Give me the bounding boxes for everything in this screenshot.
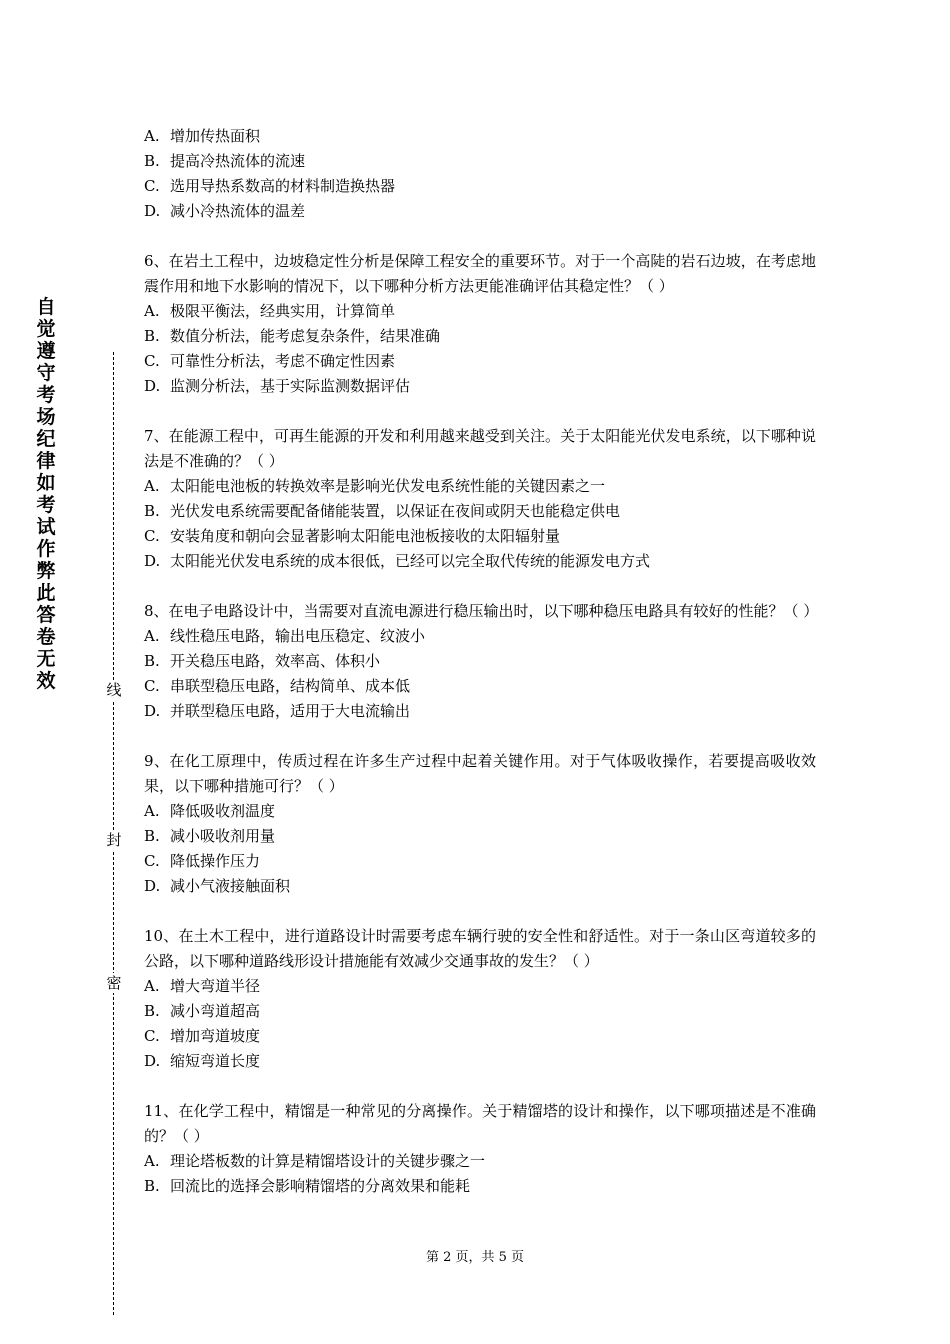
question-7 <box>144 424 816 574</box>
question-stem: 6、在岩土工程中，边坡稳定性分析是保障工程安全的重要环节。对于一个高陡的岩石边坡，在考虑地震作用和地下水影响的情况下，以下哪种分析方法更能准确评估其稳定性？（ ） <box>144 252 816 295</box>
option-d <box>144 1049 816 1074</box>
option-b <box>144 1174 816 1199</box>
option-text: 减小气液接触面积 <box>170 877 291 895</box>
option-c <box>144 1024 816 1049</box>
option-text: 监测分析法，基于实际监测数据评估 <box>170 377 411 395</box>
option-letter: D. <box>144 1052 161 1070</box>
option-d <box>144 199 816 224</box>
option-letter: B. <box>144 1002 160 1020</box>
option-text: 开关稳压电路，效率高、体积小 <box>170 652 381 670</box>
option-text: 减小弯道超高 <box>170 1002 261 1020</box>
option-letter: B. <box>144 652 160 670</box>
question-stem: 10、在土木工程中，进行道路设计时需要考虑车辆行驶的安全性和舒适性。对于一条山区弯道较多的公路，以下哪种道路线形设计措施能有效减少交通事故的发生？（ ） <box>144 927 816 970</box>
page-number: 第 2 页，共 5 页 <box>425 1250 525 1265</box>
question-9 <box>144 749 816 899</box>
option-text: 回流比的选择会影响精馏塔的分离效果和能耗 <box>170 1177 471 1195</box>
option-letter: C. <box>144 352 160 370</box>
option-c <box>144 174 816 199</box>
option-c <box>144 849 816 874</box>
question-stem: 9、在化工原理中，传质过程在许多生产过程中起着关键作用。对于气体吸收操作，若要提高吸收效果，以下哪种措施可行？（ ） <box>144 752 816 795</box>
option-letter: D. <box>144 377 161 395</box>
question-10 <box>144 924 816 1074</box>
option-text: 降低吸收剂温度 <box>170 802 276 820</box>
option-text: 增大弯道半径 <box>170 977 261 995</box>
question-stem: 7、在能源工程中，可再生能源的开发和利用越来越受到关注。关于太阳能光伏发电系统，以下哪种说法是不准确的？（ ） <box>144 427 816 470</box>
option-text: 太阳能光伏发电系统的成本很低，已经可以完全取代传统的能源发电方式 <box>170 552 651 570</box>
option-letter: C. <box>144 677 160 695</box>
option-c <box>144 674 816 699</box>
option-letter: A. <box>144 802 160 820</box>
option-a <box>144 124 816 149</box>
option-c <box>144 524 816 549</box>
option-text: 串联型稳压电路，结构简单、成本低 <box>170 677 411 695</box>
option-letter: D. <box>144 552 161 570</box>
option-letter: C. <box>144 527 160 545</box>
exam-discipline-notice: 自觉遵守考场纪律如考试作弊此答卷无效 <box>36 296 56 692</box>
option-text: 数值分析法，能考虑复杂条件，结果准确 <box>170 327 441 345</box>
option-letter: C. <box>144 1027 160 1045</box>
option-text: 增加传热面积 <box>170 127 261 145</box>
option-b <box>144 649 816 674</box>
option-d <box>144 374 816 399</box>
option-text: 增加弯道坡度 <box>170 1027 261 1045</box>
option-a <box>144 799 816 824</box>
option-b <box>144 324 816 349</box>
binding-label-xian: 线 <box>104 680 124 700</box>
option-text: 光伏发电系统需要配备储能装置，以保证在夜间或阴天也能稳定供电 <box>170 502 621 520</box>
option-letter: C. <box>144 852 160 870</box>
option-text: 降低操作压力 <box>170 852 261 870</box>
option-text: 太阳能电池板的转换效率是影响光伏发电系统性能的关键因素之一 <box>170 477 606 495</box>
option-text: 选用导热系数高的材料制造换热器 <box>170 177 396 195</box>
option-a <box>144 299 816 324</box>
option-letter: B. <box>144 827 160 845</box>
option-letter: B. <box>144 502 160 520</box>
option-letter: A. <box>144 302 160 320</box>
option-text: 减小吸收剂用量 <box>170 827 276 845</box>
option-text: 理论塔板数的计算是精馏塔设计的关键步骤之一 <box>170 1152 486 1170</box>
option-a <box>144 624 816 649</box>
option-letter: B. <box>144 327 160 345</box>
option-a <box>144 474 816 499</box>
carry-over-options <box>144 124 816 224</box>
binding-label-mi: 密 <box>104 973 124 993</box>
option-text: 极限平衡法，经典实用，计算简单 <box>170 302 396 320</box>
question-11 <box>144 1099 816 1199</box>
option-letter: A. <box>144 477 160 495</box>
option-letter: D. <box>144 877 161 895</box>
option-letter: A. <box>144 127 160 145</box>
option-letter: A. <box>144 977 160 995</box>
option-text: 线性稳压电路，输出电压稳定、纹波小 <box>170 627 426 645</box>
option-text: 提高冷热流体的流速 <box>170 152 306 170</box>
option-a <box>144 974 816 999</box>
binding-label-feng: 封 <box>104 830 124 850</box>
option-b <box>144 499 816 524</box>
question-6 <box>144 249 816 399</box>
option-b <box>144 149 816 174</box>
option-d <box>144 549 816 574</box>
option-letter: A. <box>144 1152 160 1170</box>
question-content <box>144 124 819 1224</box>
option-d <box>144 874 816 899</box>
option-letter: B. <box>144 1177 160 1195</box>
option-letter: C. <box>144 177 160 195</box>
option-letter: B. <box>144 152 160 170</box>
option-text: 安装角度和朝向会显著影响太阳能电池板接收的太阳辐射量 <box>170 527 561 545</box>
option-b <box>144 999 816 1024</box>
option-b <box>144 824 816 849</box>
question-stem: 11、在化学工程中，精馏是一种常见的分离操作。关于精馏塔的设计和操作，以下哪项描述是不准确的？（ ） <box>144 1102 816 1145</box>
option-d <box>144 699 816 724</box>
option-text: 可靠性分析法，考虑不确定性因素 <box>170 352 396 370</box>
option-text: 并联型稳压电路，适用于大电流输出 <box>170 702 411 720</box>
option-text: 缩短弯道长度 <box>170 1052 261 1070</box>
option-a <box>144 1149 816 1174</box>
option-letter: D. <box>144 202 161 220</box>
option-letter: D. <box>144 702 161 720</box>
option-c <box>144 349 816 374</box>
question-stem: 8、在电子电路设计中，当需要对直流电源进行稳压输出时，以下哪种稳压电路具有较好的性能？（ ） <box>144 602 819 620</box>
option-text: 减小冷热流体的温差 <box>170 202 306 220</box>
option-letter: A. <box>144 627 160 645</box>
question-8 <box>144 599 819 724</box>
